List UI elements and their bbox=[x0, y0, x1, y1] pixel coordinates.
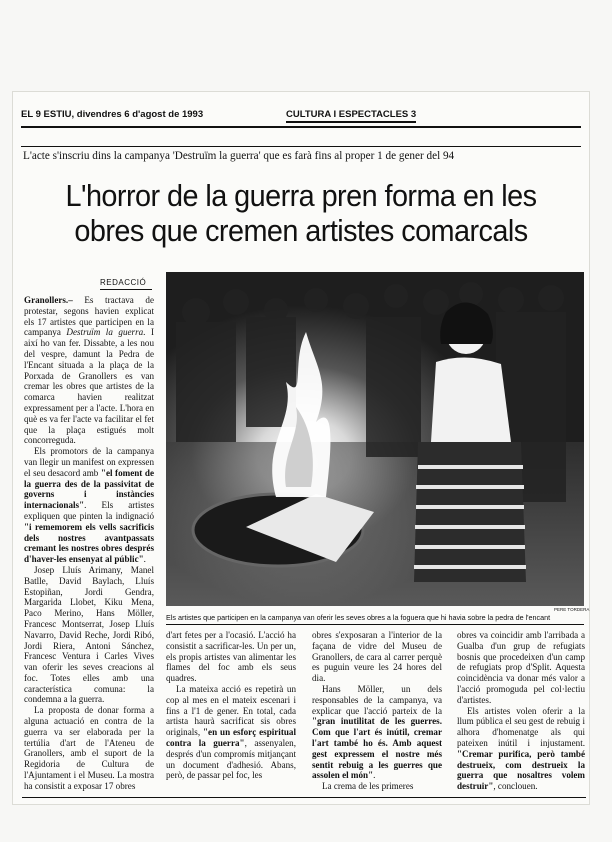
article-column-4 bbox=[457, 630, 585, 792]
divider bbox=[21, 146, 581, 147]
article-column-1 bbox=[24, 295, 154, 792]
photo-credit: PERE TORDERA bbox=[554, 607, 590, 612]
byline-rule bbox=[100, 289, 152, 290]
caption-rule bbox=[166, 624, 584, 625]
paragraph: Els artistes volen oferir a la llum pública el seu gest de rebuig i alhora d'homenatge als qui pateixen inútil i injustament. "Cremar purifica, però també destrueix, com destrueix la guerra que nosaltres volem destruir", conclouen. bbox=[457, 705, 585, 792]
paragraph: obres s'exposaran a l'interior de la façana de vidre del Museu de Granollers, de cara al carrer perquè es puguin veure les 24 hores del dia. bbox=[312, 630, 442, 684]
paragraph: Els promotors de la campanya van llegir un manifest on expressen el seu desacord amb "el foment de la guerra des de la passivitat de governs i instàncies internacionals". Els artistes expliquen que pinten la indignació "i rememorem els vells sacrificis dels nostres avantpassats cremant les nostres obres després d'haver-les ensenyat al públic". bbox=[24, 446, 154, 565]
article-column-3 bbox=[312, 630, 442, 792]
news-photo bbox=[166, 272, 584, 606]
photo-caption: Els artistes que participen en la campanya van oferir les seves obres a la foguera que hi havia sobre la pedra de l'encant bbox=[166, 613, 551, 622]
paragraph: La mateixa acció es repetirà un cop al mes en el mateix escenari i fins a l'1 de gener. En total, cada artista haurà sacrificat sis obres originals, "en un esforç espiritual contra la guerra", assenyalen, després d'un compromís mitjançant un document d'adhesió. Abans, però, de passar pel foc, les bbox=[166, 683, 296, 781]
headline: L'horror de la guerra pren forma en les obres que cremen artistes comarcals bbox=[65, 178, 537, 248]
article-column-2 bbox=[166, 630, 296, 781]
page-header bbox=[21, 104, 581, 128]
subheadline: L'acte s'inscriu dins la campanya 'Destruïm la guerra' que es farà fins al proper 1 de gener del 94 bbox=[23, 150, 455, 162]
section-name: CULTURA I ESPECTACLES 3 bbox=[286, 109, 416, 123]
paragraph: obres va coincidir amb l'arribada a Gualba d'un grup de refugiats bosnis que procedeixen d'un camp de refugiats prop d'Split. Aquesta coincidència va donar més valor a l'acció promoguda pel col·lectiu d'artistes. bbox=[457, 630, 585, 705]
paragraph: Hans Möller, un dels responsables de la campanya, va explicar que l'acció parteix de la "gran inutilitat de les guerres. Com que l'art és inútil, cremar l'art també ho és. Amb aquest gest expressem el nostre més sentit rebuig a les guerres que assolen el món". bbox=[312, 683, 442, 781]
paragraph: Granollers.– Es tractava de protestar, segons havien explicat els 17 artistes que participen en la campanya Destruïm la guerra. I així ho van fer. Dissabte, a les nou del vespre, damunt la Pedra de l'Encant situada a la plaça de la Porxada de Granollers es van cremar les obres que artistes de la comarca havien realitzat expressament per a l'acte. L'hora en què es va fer l'acte va facilitar el fet que la plaça estigués molt concorreguda. bbox=[24, 295, 154, 446]
paragraph: d'art fetes per a l'ocasió. L'acció ha consistit a sacrificar-les. Un per un, els propis artistes van alimentar les flames del foc amb els seus quadres. bbox=[166, 630, 296, 684]
paragraph: La crema de les primeres bbox=[322, 781, 414, 792]
bottom-rule bbox=[22, 797, 586, 798]
byline: REDACCIÓ bbox=[100, 278, 147, 287]
paragraph: La proposta de donar forma a alguna actuació en contra de la guerra va ser elaborada per la tertúlia d'art de l'Ateneu de Granollers, amb el suport de la Regidoria de Cultura de l'Ajuntament i el Museu. La mostra ha consistit a exposar 17 obres bbox=[24, 705, 154, 791]
bonfire-photo-illustration bbox=[166, 272, 584, 606]
paragraph: Josep Lluís Arimany, Manel Batlle, David Baylach, Lluís Estopiñan, Jordi Gendra, Margarida Llobet, Kiku Mena, Paco Merino, Hans Möller, Francesc Montserrat, Josep Lluís Navarro, David Reche, Jordi Ribó, Jordi Riera, Antoni Sánchez, Francesc Ventura i Carles Vives van oferir les seves creacions al foc. Totes elles amb una característica comuna: la condemna a la guerra. bbox=[24, 564, 154, 705]
header-date: EL 9 ESTIU, divendres 6 d'agost de 1993 bbox=[21, 109, 204, 120]
